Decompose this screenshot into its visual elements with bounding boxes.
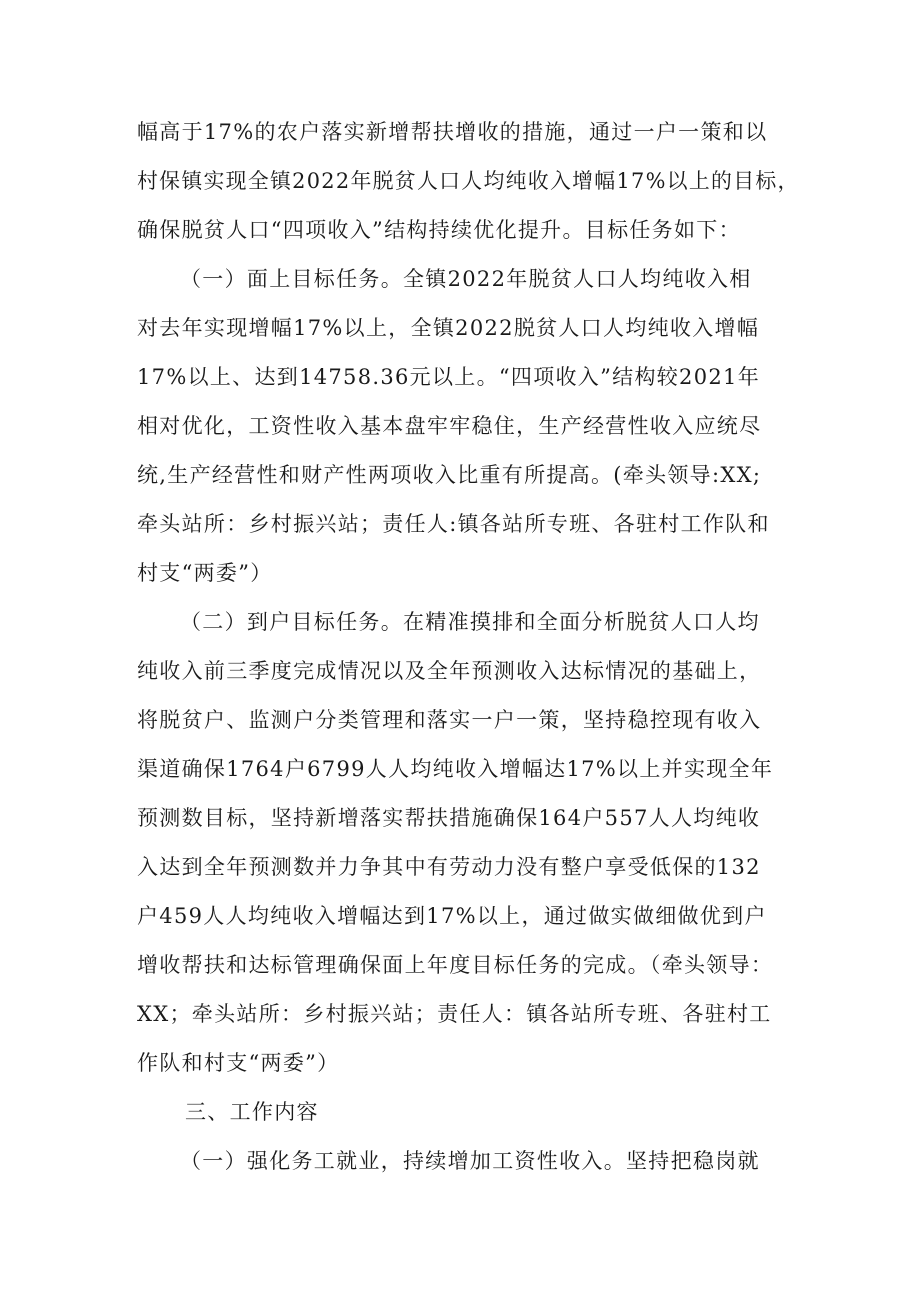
text-line: 对去年实现增幅17%以上，全镇2022脱贫人口人均纯收入增幅: [137, 316, 760, 340]
section-2-heading-line: （二）到户目标任务。在精准摸排和全面分析脱贫人口人均: [180, 610, 760, 634]
text-line: 确保脱贫人口“四项收入”结构持续优化提升。目标任务如下：: [137, 218, 741, 242]
text-line: 入达到全年预测数并力争其中有劳动力没有整户享受低保的132: [137, 855, 761, 879]
text-line: 增收帮扶和达标管理确保面上年度目标任务的完成。（牵头领导：: [137, 953, 774, 977]
section-heading-line: （一）强化务工就业，持续增加工资性收入。坚持把稳岗就: [180, 1149, 760, 1173]
text-line: 将脱贫户、监测户分类管理和落实一户一策，坚持稳控现有收入: [137, 708, 762, 732]
text-line: XX；牵头站所：乡村振兴站；责任人：镇各站所专班、各驻村工: [137, 1002, 772, 1026]
text-line: 户459人人均纯收入增幅达到17%以上，通过做实做细做优到户: [137, 904, 767, 928]
text-line: 村支“两委”）: [137, 561, 273, 585]
text-line: 牵头站所：乡村振兴站；责任人:镇各站所专班、各驻村工作队和: [137, 512, 770, 536]
text-line: 作队和村支“两委”）: [137, 1051, 340, 1075]
text-line: 统,生产经营性和财产性两项收入比重有所提高。(牵头领导:XX;: [137, 463, 762, 487]
text-line: 村保镇实现全镇2022年脱贫人口人均纯收入增幅17%以上的目标，: [137, 169, 800, 193]
chapter-heading: 三、工作内容: [185, 1100, 319, 1124]
text-line: 相对优化，工资性收入基本盘牢牢稳住，生产经营性收入应统尽: [137, 414, 762, 438]
text-line: 渠道确保1764户6799人人均纯收入增幅达17%以上并实现全年: [137, 757, 774, 781]
text-line: 纯收入前三季度完成情况以及全年预测收入达标情况的基础上，: [137, 659, 762, 683]
text-line: 预测数目标，坚持新增落实帮扶措施确保164户557人人均纯收: [137, 806, 761, 830]
text-line: 幅高于17%的农户落实新增帮扶增收的措施，通过一户一策和以: [137, 120, 768, 144]
section-1-heading-line: （一）面上目标任务。全镇2022年脱贫人口人均纯收入相: [180, 267, 752, 291]
text-line: 17%以上、达到14758.36元以上。“四项收入”结构较2021年: [137, 365, 760, 389]
